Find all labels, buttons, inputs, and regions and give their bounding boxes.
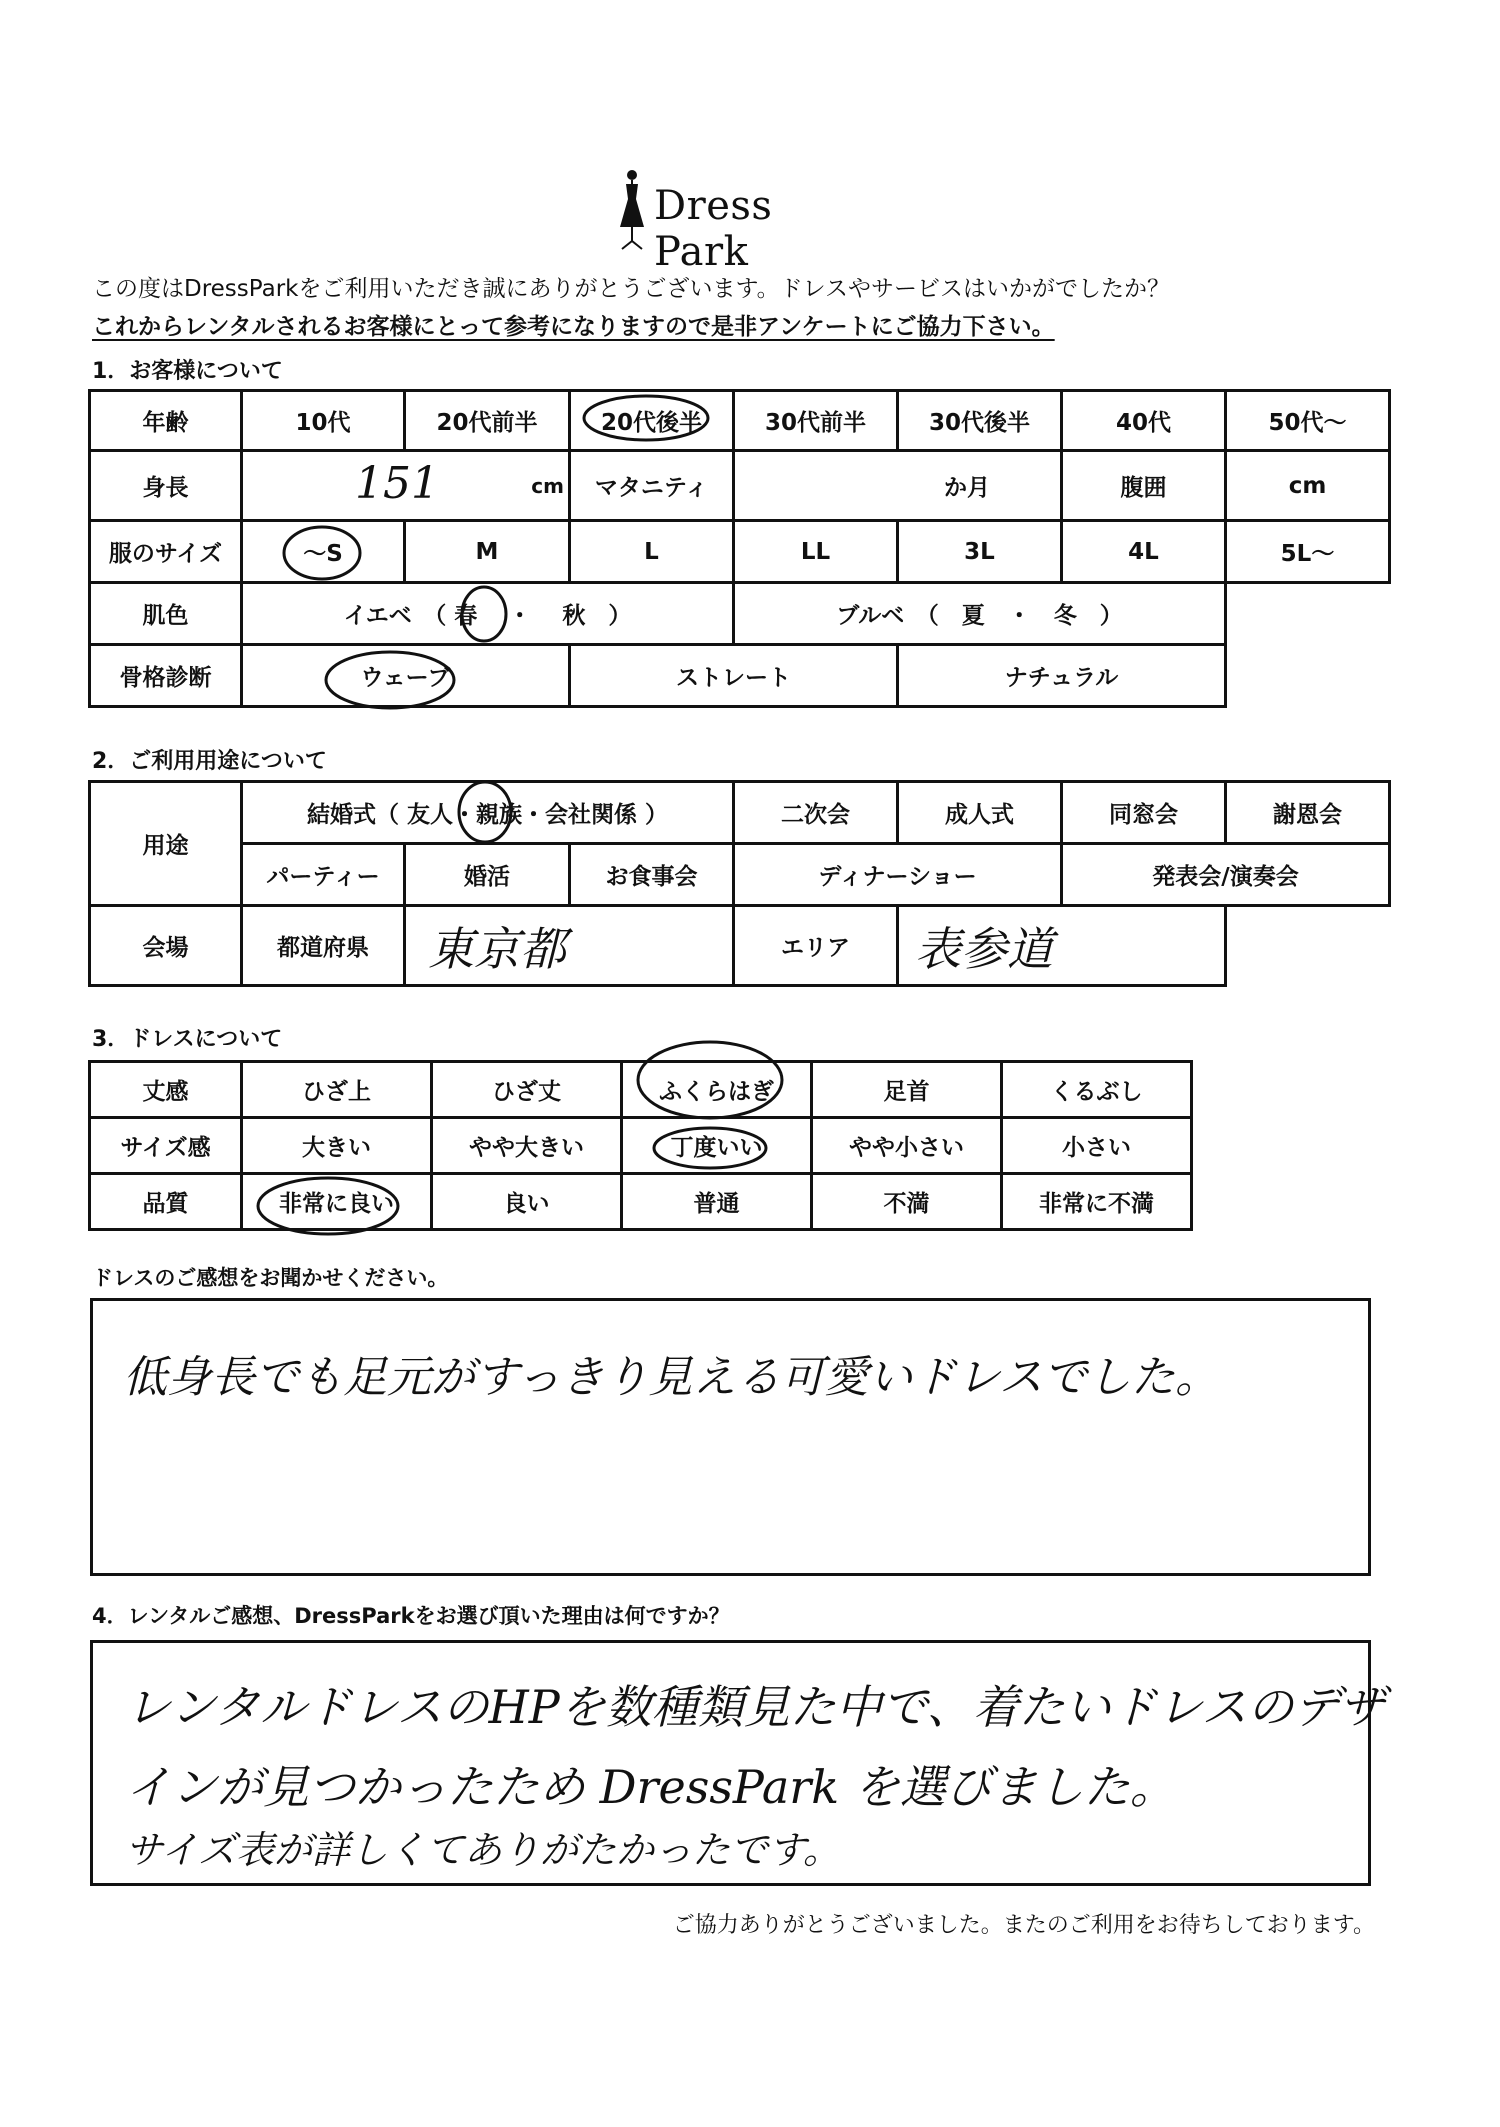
reason-box[interactable] <box>90 1640 1386 1886</box>
empty-cell <box>1226 583 1390 645</box>
frame-row <box>90 645 1390 707</box>
frame-option[interactable]: ナチュラル <box>898 645 1226 707</box>
quality-option[interactable]: 良い <box>432 1174 622 1230</box>
quality-option[interactable]: 非常に良い <box>242 1174 432 1230</box>
wedding-friend[interactable]: 結婚式（ 友人・ <box>306 802 476 828</box>
wedding-family[interactable]: 親族 <box>476 802 522 828</box>
quality-option[interactable]: 非常に不満 <box>1002 1174 1192 1230</box>
size-option[interactable]: M <box>405 521 570 583</box>
skin-label: 肌色 <box>90 583 242 645</box>
waist-label: 腹囲 <box>1062 451 1226 521</box>
empty-cell <box>1226 645 1390 707</box>
frame-option[interactable]: ストレート <box>570 645 898 707</box>
wedding-company[interactable]: ・会社関係 ） <box>522 802 669 828</box>
usage-option[interactable]: 二次会 <box>734 782 898 844</box>
length-option[interactable]: ひざ上 <box>242 1062 432 1118</box>
quality-option[interactable]: 普通 <box>622 1174 812 1230</box>
fit-option[interactable]: やや小さい <box>812 1118 1002 1174</box>
section2-title: 2．ご利用用途について <box>92 749 327 774</box>
area-value[interactable]: 表参道 <box>898 906 1226 986</box>
maternity-months[interactable]: か月 <box>734 451 1062 521</box>
age-option[interactable]: 30代前半 <box>734 391 898 451</box>
age-option[interactable]: 20代前半 <box>405 391 570 451</box>
size-option[interactable]: L <box>570 521 734 583</box>
usage-option[interactable]: 成人式 <box>898 782 1062 844</box>
section3-title: 3．ドレスについて <box>92 1027 283 1052</box>
frame-label: 骨格診断 <box>90 645 242 707</box>
size-option[interactable]: ～S <box>242 521 405 583</box>
age-option[interactable]: 10代 <box>242 391 405 451</box>
reason-line: レンタルドレスのHPを数種類見た中で、着たいドレスのデザ <box>125 1680 1386 1734</box>
comment-text: 低身長でも足元がすっきり見える可愛いドレスでした。 <box>123 1352 1220 1403</box>
age-label: 年齢 <box>90 391 242 451</box>
prefecture-value[interactable]: 東京都 <box>405 906 734 986</box>
usage-option[interactable]: 婚活 <box>405 844 570 906</box>
height-row <box>90 451 1390 521</box>
age-option[interactable]: 40代 <box>1062 391 1226 451</box>
fit-option[interactable]: 小さい <box>1002 1118 1192 1174</box>
wedding-option[interactable] <box>242 782 734 844</box>
size-option[interactable]: 4L <box>1062 521 1226 583</box>
height-field[interactable] <box>242 451 570 521</box>
height-label: 身長 <box>90 451 242 521</box>
usage-option[interactable]: 発表会/演奏会 <box>1062 844 1390 906</box>
comment-label: ドレスのご感想をお聞かせください。 <box>92 1266 449 1290</box>
length-label: 丈感 <box>90 1062 242 1118</box>
dress-icon <box>612 165 652 255</box>
blue-base-option[interactable]: ブルベ （ 夏 ・ 冬 ） <box>734 583 1226 645</box>
size-option[interactable]: 5L～ <box>1226 521 1390 583</box>
skin-spring[interactable]: 春 <box>454 603 478 629</box>
height-unit: cm <box>531 474 564 498</box>
skin-dot: ・ <box>508 603 532 629</box>
intro-request: これからレンタルされるお客様にとって参考になりますので是非アンケートにご協力下さい。 <box>92 314 1055 340</box>
section4-title: 4．レンタルご感想、DressParkをお選び頂いた理由は何ですか？ <box>92 1604 730 1628</box>
size-row <box>90 521 1390 583</box>
customer-table <box>88 389 1391 708</box>
frame-option[interactable]: ウェーブ <box>242 645 570 707</box>
venue-label: 会場 <box>90 906 242 986</box>
age-option[interactable]: 30代後半 <box>898 391 1062 451</box>
intro-text: この度はDressParkをご利用いただき誠にありがとうございます。ドレスやサービスはいかがでしたか？ <box>92 276 1170 302</box>
height-value: 151 <box>355 458 439 509</box>
usage-table <box>88 780 1391 987</box>
yellow-base-label: イエベ （ <box>343 603 447 629</box>
length-option[interactable]: ふくらはぎ <box>622 1062 812 1118</box>
length-option[interactable]: くるぶし <box>1002 1062 1192 1118</box>
fit-label: サイズ感 <box>90 1118 242 1174</box>
length-option[interactable]: 足首 <box>812 1062 1002 1118</box>
section1-title: 1．お客様について <box>92 359 283 384</box>
reason-line: サイズ表が詳しくてありがたかったです。 <box>125 1828 841 1872</box>
fit-option[interactable]: 大きい <box>242 1118 432 1174</box>
size-option[interactable]: 3L <box>898 521 1062 583</box>
usage-option[interactable]: お食事会 <box>570 844 734 906</box>
dresspark-logo <box>612 165 872 275</box>
waist-unit[interactable]: cm <box>1226 451 1390 521</box>
usage-option[interactable]: パーティー <box>242 844 405 906</box>
usage-label: 用途 <box>90 782 242 906</box>
brand-name: Dress Park <box>654 183 773 275</box>
quality-label: 品質 <box>90 1174 242 1230</box>
comment-box[interactable] <box>90 1298 1371 1576</box>
size-label: 服のサイズ <box>90 521 242 583</box>
maternity-label: マタニティ <box>570 451 734 521</box>
area-label: エリア <box>734 906 898 986</box>
fit-option[interactable]: やや大きい <box>432 1118 622 1174</box>
empty-cell <box>1226 906 1390 986</box>
age-option[interactable]: 50代～ <box>1226 391 1390 451</box>
age-row <box>90 391 1390 451</box>
skin-row <box>90 583 1390 645</box>
closing-message: ご協力ありがとうございました。またのご利用をお待ちしております。 <box>672 1913 1375 1938</box>
dress-table <box>88 1060 1193 1231</box>
usage-option[interactable]: 謝恩会 <box>1226 782 1390 844</box>
length-option[interactable]: ひざ丈 <box>432 1062 622 1118</box>
age-option[interactable]: 20代後半 <box>570 391 734 451</box>
usage-option[interactable]: 同窓会 <box>1062 782 1226 844</box>
size-option[interactable]: LL <box>734 521 898 583</box>
reason-line: インが見つかったため DressPark を選びました。 <box>125 1760 1176 1814</box>
skin-autumn[interactable]: 秋 ） <box>562 603 632 629</box>
prefecture-label: 都道府県 <box>242 906 405 986</box>
fit-option[interactable]: 丁度いい <box>622 1118 812 1174</box>
yellow-base-option[interactable] <box>242 583 734 645</box>
usage-option[interactable]: ディナーショー <box>734 844 1062 906</box>
quality-option[interactable]: 不満 <box>812 1174 1002 1230</box>
